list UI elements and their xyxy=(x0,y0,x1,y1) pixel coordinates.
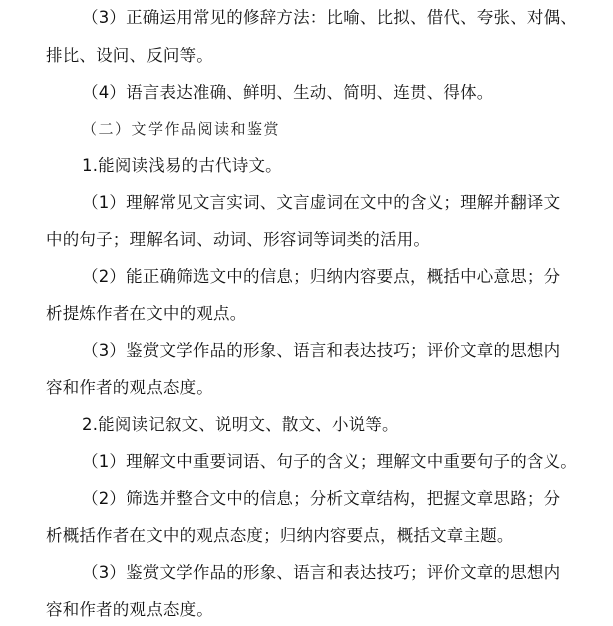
paragraph-integrate-info-cont: 析概括作者在文中的观点态度；归纳内容要点，概括文章主题。 xyxy=(46,526,514,545)
paragraph-rhetoric-methods-cont: 排比、设问、反问等。 xyxy=(46,46,213,65)
paragraph-appreciate-literature: （3）鉴赏文学作品的形象、语言和表达技巧；评价文章的思想内 xyxy=(82,341,561,360)
paragraph-language-expression: （4）语言表达准确、鲜明、生动、简明、连贯、得体。 xyxy=(82,83,494,102)
paragraph-classical-words: （1）理解常见文言实词、文言虚词在文中的含义；理解并翻译文 xyxy=(82,193,561,212)
paragraph-appreciate-literature-2: （3）鉴赏文学作品的形象、语言和表达技巧；评价文章的思想内 xyxy=(82,563,561,582)
section-heading-literature: （二）文学作品阅读和鉴赏 xyxy=(82,120,281,138)
paragraph-understand-words: （1）理解文中重要词语、句子的含义；理解文中重要句子的含义。 xyxy=(82,452,577,471)
item-modern-texts: 2.能阅读记叙文、说明文、散文、小说等。 xyxy=(82,415,399,434)
paragraph-select-info-cont: 析提炼作者在文中的观点。 xyxy=(46,304,247,323)
paragraph-integrate-info: （2）筛选并整合文中的信息；分析文章结构，把握文章思路；分 xyxy=(82,489,561,508)
paragraph-appreciate-literature-2-cont: 容和作者的观点态度。 xyxy=(46,600,213,619)
paragraph-appreciate-literature-cont: 容和作者的观点态度。 xyxy=(46,378,213,397)
paragraph-select-info: （2）能正确筛选文中的信息；归纳内容要点，概括中心意思；分 xyxy=(82,267,561,286)
item-ancient-poetry: 1.能阅读浅易的古代诗文。 xyxy=(82,156,282,175)
paragraph-rhetoric-methods: （3）正确运用常见的修辞方法：比喻、比拟、借代、夸张、对偶、 xyxy=(82,8,577,27)
paragraph-classical-words-cont: 中的句子；理解名词、动词、形容词等词类的活用。 xyxy=(46,230,431,249)
